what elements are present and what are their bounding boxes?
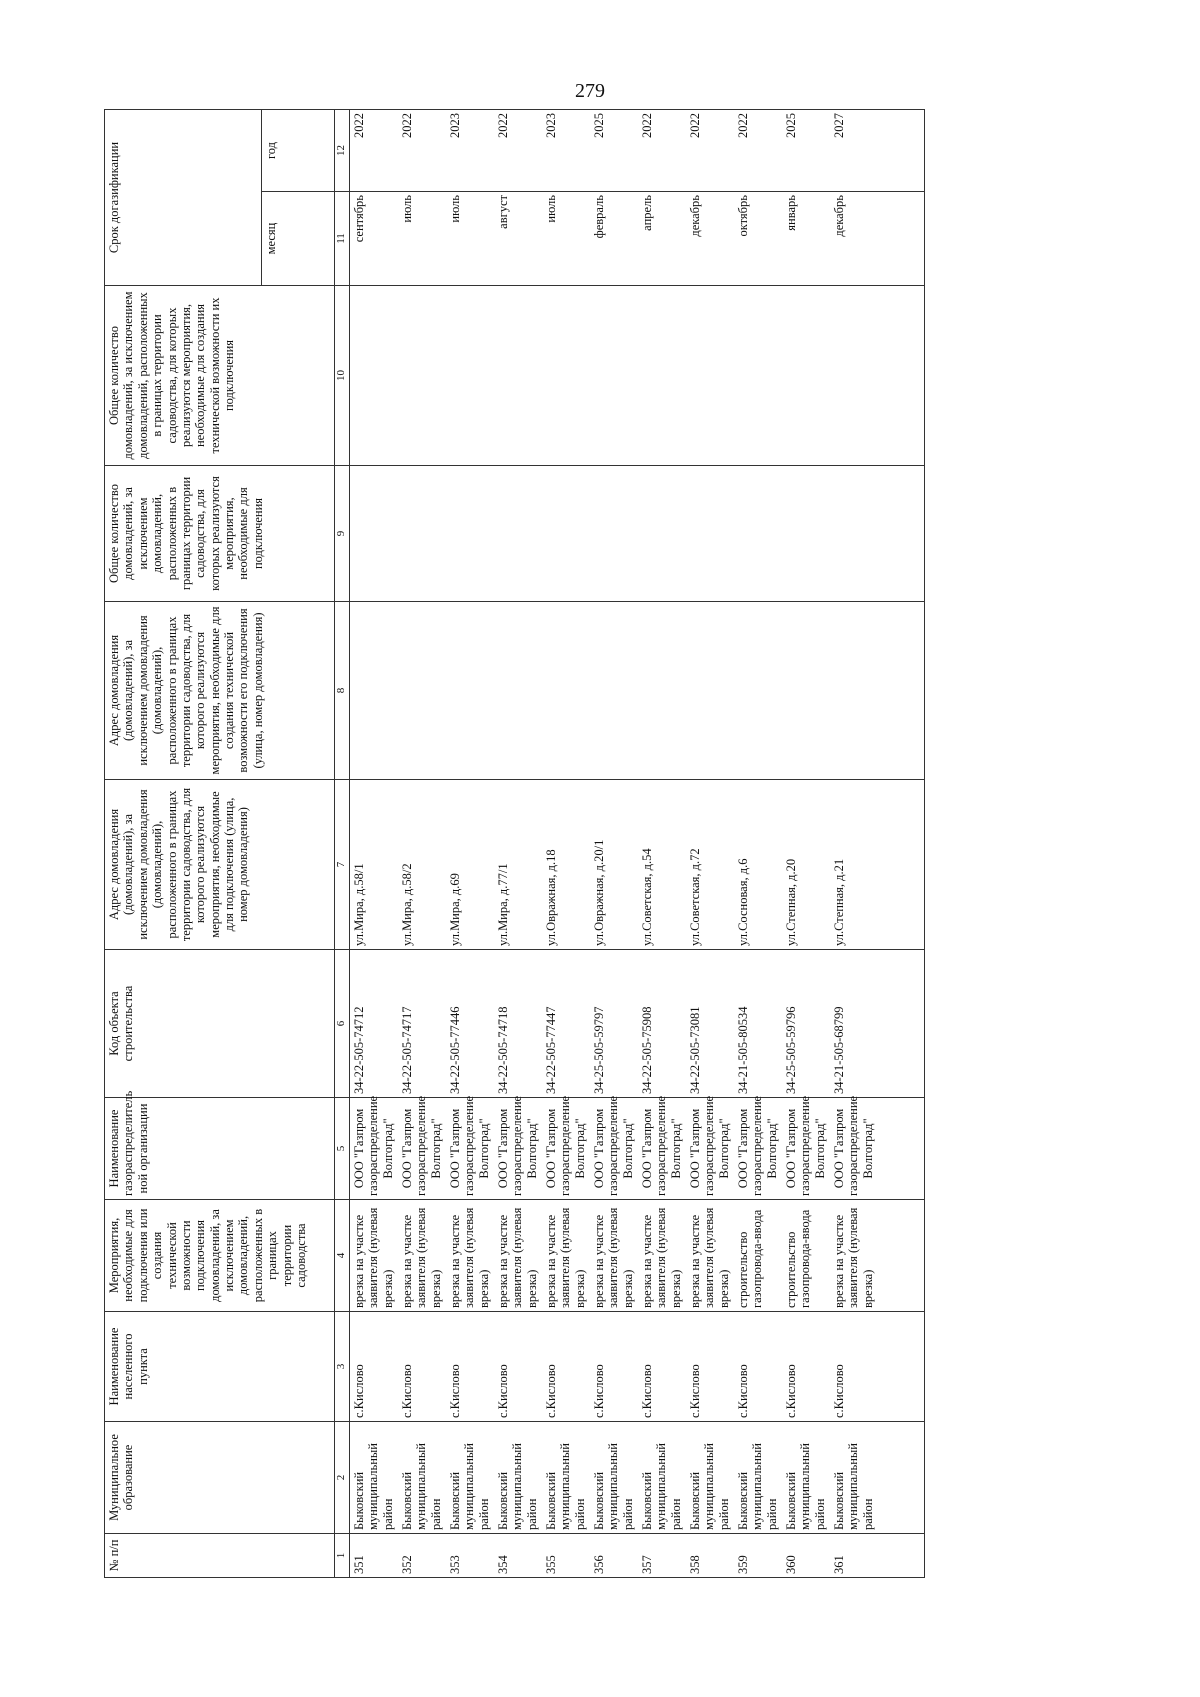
cell-year: 2022 [398,110,446,192]
cell-month: апрель [638,192,686,286]
cell-settlement: с.Кислово [494,1312,542,1422]
cell-object-code: 34-21-505-68799 [830,950,925,1098]
cell-object-code: 34-22-505-77447 [542,950,590,1098]
cell-object-code: 34-22-505-75908 [638,950,686,1098]
cell-count-capability [686,286,734,466]
cell-capability-address [446,602,494,780]
header-month: месяц [262,192,335,286]
cell-month: декабрь [686,192,734,286]
cell-measure: врезка на участке заявителя (нулевая врезка) [494,1200,542,1312]
cell-municipality: Быковский муниципальный район [350,1422,399,1534]
cell-settlement: с.Кислово [830,1312,925,1422]
cell-year: 2025 [590,110,638,192]
cell-gas-org: ООО "Газпром газораспределение Волгоград" [830,1098,925,1200]
cell-year: 2022 [686,110,734,192]
column-number: 11 [335,192,350,286]
cell-measure: врезка на участке заявителя (нулевая врезка) [830,1200,925,1312]
header-settlement: Наименование населенного пункта [105,1312,335,1422]
header-count-connection: Общее количество домовладений, за исключением домовладений, расположенных в границах территории садоводства, для которых реализуются мероприятия, необходимые для подключения [105,466,335,602]
cell-connection-address: ул.Мира, д.58/1 [350,780,399,950]
cell-gas-org: ООО "Газпром газораспределение Волгоград" [782,1098,830,1200]
cell-municipality: Быковский муниципальный район [494,1422,542,1534]
cell-gas-org: ООО "Газпром газораспределение Волгоград" [590,1098,638,1200]
page-number: 279 [575,80,605,102]
header-gas-org: Наименование газораспределитель ной организации [105,1098,335,1200]
column-number: 3 [335,1312,350,1422]
cell-count-connection [542,466,590,602]
table-body [350,110,925,1578]
cell-object-code: 34-25-505-59796 [782,950,830,1098]
cell-municipality: Быковский муниципальный район [734,1422,782,1534]
column-number-row [335,110,350,1578]
gasification-table-sheet [104,110,1062,1578]
cell-month: декабрь [830,192,925,286]
cell-capability-address [830,602,925,780]
cell-gas-org: ООО "Газпром газораспределение Волгоград" [638,1098,686,1200]
table-row [638,110,686,1578]
cell-municipality: Быковский муниципальный район [542,1422,590,1534]
cell-gas-org: ООО "Газпром газораспределение Волгоград" [446,1098,494,1200]
cell-connection-address: ул.Мира, д.69 [446,780,494,950]
cell-object-code: 34-21-505-80534 [734,950,782,1098]
cell-year: 2022 [350,110,399,192]
header-year: год [262,110,335,192]
cell-year: 2023 [542,110,590,192]
cell-row-number: 354 [494,1534,542,1578]
cell-settlement: с.Кислово [638,1312,686,1422]
cell-count-capability [830,286,925,466]
cell-count-capability [782,286,830,466]
header-deadline-group: Срок догазификации [105,110,262,286]
cell-count-connection [686,466,734,602]
cell-count-capability [446,286,494,466]
header-count-capability: Общее количество домовладений, за исключением домовладений, расположенных в границах территории садоводства, для которых реализуются мероприятия, необходимые для создания технической возможности их подключения [105,286,335,466]
cell-month: август [494,192,542,286]
cell-capability-address [782,602,830,780]
cell-gas-org: ООО "Газпром газораспределение Волгоград" [734,1098,782,1200]
cell-month: октябрь [734,192,782,286]
cell-count-capability [542,286,590,466]
cell-connection-address: ул.Сосновая, д.6 [734,780,782,950]
cell-count-capability [494,286,542,466]
table-row [398,110,446,1578]
cell-municipality: Быковский муниципальный район [782,1422,830,1534]
header-municipality: Муниципальное образование [105,1422,335,1534]
cell-count-connection [446,466,494,602]
column-number: 9 [335,466,350,602]
cell-count-connection [734,466,782,602]
cell-gas-org: ООО "Газпром газораспределение Волгоград" [398,1098,446,1200]
cell-row-number: 360 [782,1534,830,1578]
cell-connection-address: ул.Овражная, д.20/1 [590,780,638,950]
column-number: 2 [335,1422,350,1534]
cell-count-connection [638,466,686,602]
cell-municipality: Быковский муниципальный район [446,1422,494,1534]
table-row [494,110,542,1578]
cell-row-number: 355 [542,1534,590,1578]
table-row [542,110,590,1578]
cell-connection-address: ул.Степная, д.21 [830,780,925,950]
cell-measure: врезка на участке заявителя (нулевая врезка) [686,1200,734,1312]
cell-capability-address [350,602,399,780]
cell-object-code: 34-22-505-74712 [350,950,399,1098]
cell-month: сентябрь [350,192,399,286]
cell-settlement: с.Кислово [446,1312,494,1422]
cell-row-number: 356 [590,1534,638,1578]
table-row [782,110,830,1578]
cell-measure: строительство газопровода-ввода [782,1200,830,1312]
cell-object-code: 34-25-505-59797 [590,950,638,1098]
cell-settlement: с.Кислово [686,1312,734,1422]
column-number: 10 [335,286,350,466]
cell-object-code: 34-22-505-74718 [494,950,542,1098]
cell-connection-address: ул.Мира, д.77/1 [494,780,542,950]
cell-count-capability [590,286,638,466]
cell-row-number: 361 [830,1534,925,1578]
gasification-schedule-table [104,109,925,1578]
cell-measure: строительство газопровода-ввода [734,1200,782,1312]
cell-municipality: Быковский муниципальный район [590,1422,638,1534]
cell-row-number: 351 [350,1534,399,1578]
cell-month: июль [398,192,446,286]
table-row [350,110,399,1578]
cell-connection-address: ул.Советская, д.54 [638,780,686,950]
cell-capability-address [542,602,590,780]
column-number: 12 [335,110,350,192]
cell-count-connection [494,466,542,602]
table-row [590,110,638,1578]
cell-capability-address [638,602,686,780]
cell-measure: врезка на участке заявителя (нулевая врезка) [350,1200,399,1312]
cell-month: февраль [590,192,638,286]
header-capability-address: Адрес домовладения (домовладений), за исключением домовладения (домовладений), расположенного в границах территории садоводства, для которого реализуются мероприятия, необходимые для создания технической возможности его подключения (улица, номер домовладения) [105,602,335,780]
cell-capability-address [734,602,782,780]
cell-object-code: 34-22-505-74717 [398,950,446,1098]
cell-gas-org: ООО "Газпром газораспределение Волгоград" [350,1098,399,1200]
cell-count-capability [734,286,782,466]
cell-capability-address [686,602,734,780]
cell-month: июль [542,192,590,286]
cell-count-connection [398,466,446,602]
cell-capability-address [494,602,542,780]
cell-gas-org: ООО "Газпром газораспределение Волгоград" [542,1098,590,1200]
cell-year: 2023 [446,110,494,192]
cell-measure: врезка на участке заявителя (нулевая врезка) [638,1200,686,1312]
cell-municipality: Быковский муниципальный район [638,1422,686,1534]
cell-row-number: 358 [686,1534,734,1578]
cell-year: 2022 [494,110,542,192]
cell-measure: врезка на участке заявителя (нулевая врезка) [542,1200,590,1312]
header-measures: Мероприятия, необходимые для подключения или создания технической возможности подключения домовладений, за исключением домовладений, расположенных в границах территории садоводства [105,1200,335,1312]
header-object-code: Код объекта строительства [105,950,335,1098]
cell-settlement: с.Кислово [590,1312,638,1422]
cell-gas-org: ООО "Газпром газораспределение Волгоград" [494,1098,542,1200]
cell-count-capability [638,286,686,466]
table-row [446,110,494,1578]
cell-connection-address: ул.Мира, д.58/2 [398,780,446,950]
cell-connection-address: ул.Степная, д.20 [782,780,830,950]
table-row [686,110,734,1578]
cell-object-code: 34-22-505-73081 [686,950,734,1098]
cell-year: 2022 [734,110,782,192]
cell-month: январь [782,192,830,286]
column-number: 4 [335,1200,350,1312]
header-row [105,110,262,1578]
cell-count-connection [830,466,925,602]
cell-year: 2025 [782,110,830,192]
cell-gas-org: ООО "Газпром газораспределение Волгоград" [686,1098,734,1200]
cell-row-number: 357 [638,1534,686,1578]
cell-row-number: 359 [734,1534,782,1578]
column-number: 5 [335,1098,350,1200]
cell-row-number: 353 [446,1534,494,1578]
cell-settlement: с.Кислово [398,1312,446,1422]
cell-object-code: 34-22-505-77446 [446,950,494,1098]
header-row-number: № п/п [105,1534,335,1578]
cell-municipality: Быковский муниципальный район [830,1422,925,1534]
column-number: 1 [335,1534,350,1578]
header-connection-address: Адрес домовладения (домовладений), за исключением домовладения (домовладений), расположенного в границах территории садоводства, для которого реализуются мероприятия, необходимые для подключения (улица, номер домовладения) [105,780,335,950]
column-number: 7 [335,780,350,950]
cell-connection-address: ул.Овражная, д.18 [542,780,590,950]
cell-month: июль [446,192,494,286]
cell-settlement: с.Кислово [350,1312,399,1422]
cell-count-connection [590,466,638,602]
cell-count-capability [398,286,446,466]
cell-measure: врезка на участке заявителя (нулевая врезка) [398,1200,446,1312]
column-number: 8 [335,602,350,780]
cell-count-capability [350,286,399,466]
cell-capability-address [398,602,446,780]
cell-measure: врезка на участке заявителя (нулевая врезка) [590,1200,638,1312]
cell-year: 2027 [830,110,925,192]
cell-row-number: 352 [398,1534,446,1578]
cell-municipality: Быковский муниципальный район [398,1422,446,1534]
cell-connection-address: ул.Советская, д.72 [686,780,734,950]
cell-measure: врезка на участке заявителя (нулевая врезка) [446,1200,494,1312]
table-row [734,110,782,1578]
cell-count-connection [782,466,830,602]
cell-settlement: с.Кислово [542,1312,590,1422]
cell-municipality: Быковский муниципальный район [686,1422,734,1534]
cell-year: 2022 [638,110,686,192]
table-row [830,110,925,1578]
cell-settlement: с.Кислово [734,1312,782,1422]
cell-count-connection [350,466,399,602]
cell-settlement: с.Кислово [782,1312,830,1422]
column-number: 6 [335,950,350,1098]
cell-capability-address [590,602,638,780]
